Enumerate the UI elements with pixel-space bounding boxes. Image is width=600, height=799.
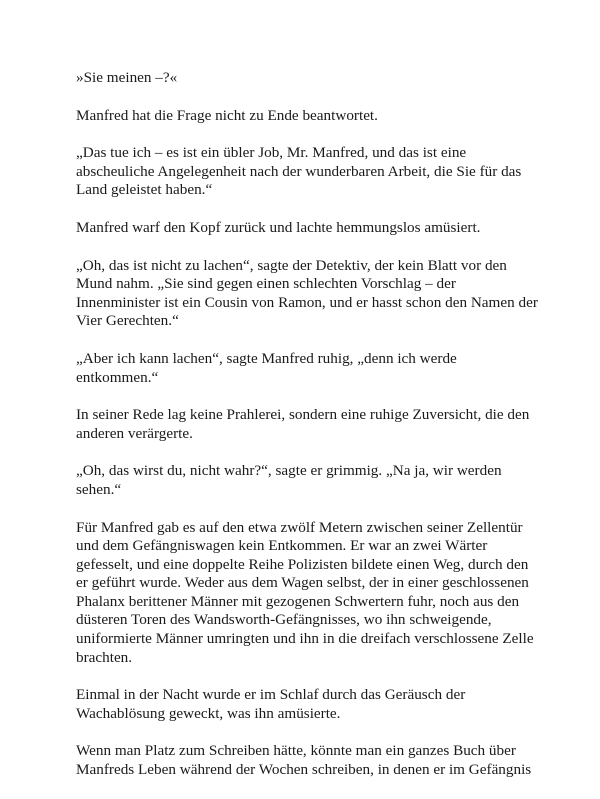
paragraph [76, 144, 536, 200]
text-line: er geführt wurde. Weder aus dem Wagen selbst, der in einer geschlossenen [76, 574, 529, 592]
paragraph [76, 462, 536, 499]
text-line: sehen.“ [76, 480, 122, 498]
text-line: Wenn man Platz zum Schreiben hätte, könnte man ein ganzes Buch über [76, 742, 516, 760]
paragraph [76, 69, 536, 88]
text-line: »Sie meinen –?« [76, 69, 178, 86]
text-line: Einmal in der Nacht wurde er im Schlaf durch das Geräusch der [76, 686, 466, 704]
text-line: abscheuliche Angelegenheit nach der wunderbaren Arbeit, die Sie für das [76, 162, 522, 180]
paragraph [76, 742, 536, 779]
paragraph [76, 406, 536, 443]
text-line: Wachablösung geweckt, was ihn amüsierte. [76, 704, 341, 722]
text-line: Manfreds Leben während der Wochen schreiben, in denen er im Gefängnis [76, 761, 532, 779]
text-line: gefesselt, und eine doppelte Reihe Polizisten bildete einen Weg, durch den [76, 555, 529, 573]
text-line: „Das tue ich – es ist ein übler Job, Mr. Manfred, und das ist eine [76, 144, 467, 162]
text-line: Für Manfred gab es auf den etwa zwölf Metern zwischen seiner Zellentür [76, 518, 523, 536]
text-line: düsteren Toren des Wandsworth-Gefängnisses, wo ihn schweigende, [76, 611, 492, 629]
text-line: In seiner Rede lag keine Prahlerei, sondern eine ruhige Zuversicht, die den [76, 406, 530, 424]
text-line: entkommen.“ [76, 368, 159, 386]
text-line: Innenminister ist ein Cousin von Ramon, und er hasst schon den Namen der [76, 293, 538, 311]
paragraph [76, 257, 536, 331]
text-line: uniformierte Männer umringten und ihn in die dreifach verschlossene Zelle [76, 630, 534, 648]
body-text [76, 69, 536, 799]
text-line: „Oh, das ist nicht zu lachen“, sagte der Detektiv, der kein Blatt vor den [76, 256, 507, 274]
text-line: „Oh, das wirst du, nicht wahr?“, sagte er grimmig. „Na ja, wir werden [76, 462, 502, 480]
paragraph [76, 219, 536, 238]
text-line: Phalanx berittener Männer mit gezogenen Schwertern fuhr, noch aus den [76, 592, 520, 610]
text-line: Vier Gerechten.“ [76, 312, 179, 330]
paragraph [76, 686, 536, 723]
text-line: Manfred warf den Kopf zurück und lachte hemmungslos amüsiert. [76, 218, 481, 236]
text-line: Manfred hat die Frage nicht zu Ende beantwortet. [76, 106, 378, 124]
text-line: und dem Gefängniswagen kein Entkommen. Er war an zwei Wärter [76, 537, 488, 555]
paragraph [76, 519, 536, 668]
text-line: Land geleistet haben.“ [76, 181, 213, 199]
text-line: „Aber ich kann lachen“, sagte Manfred ruhig, „denn ich werde [76, 349, 457, 367]
paragraph [76, 350, 536, 387]
text-line: anderen verärgerte. [76, 424, 193, 442]
text-line: brachten. [76, 648, 133, 666]
paragraph [76, 107, 536, 126]
text-line: Mund nahm. „Sie sind gegen einen schlechten Vorschlag – der [76, 275, 456, 293]
